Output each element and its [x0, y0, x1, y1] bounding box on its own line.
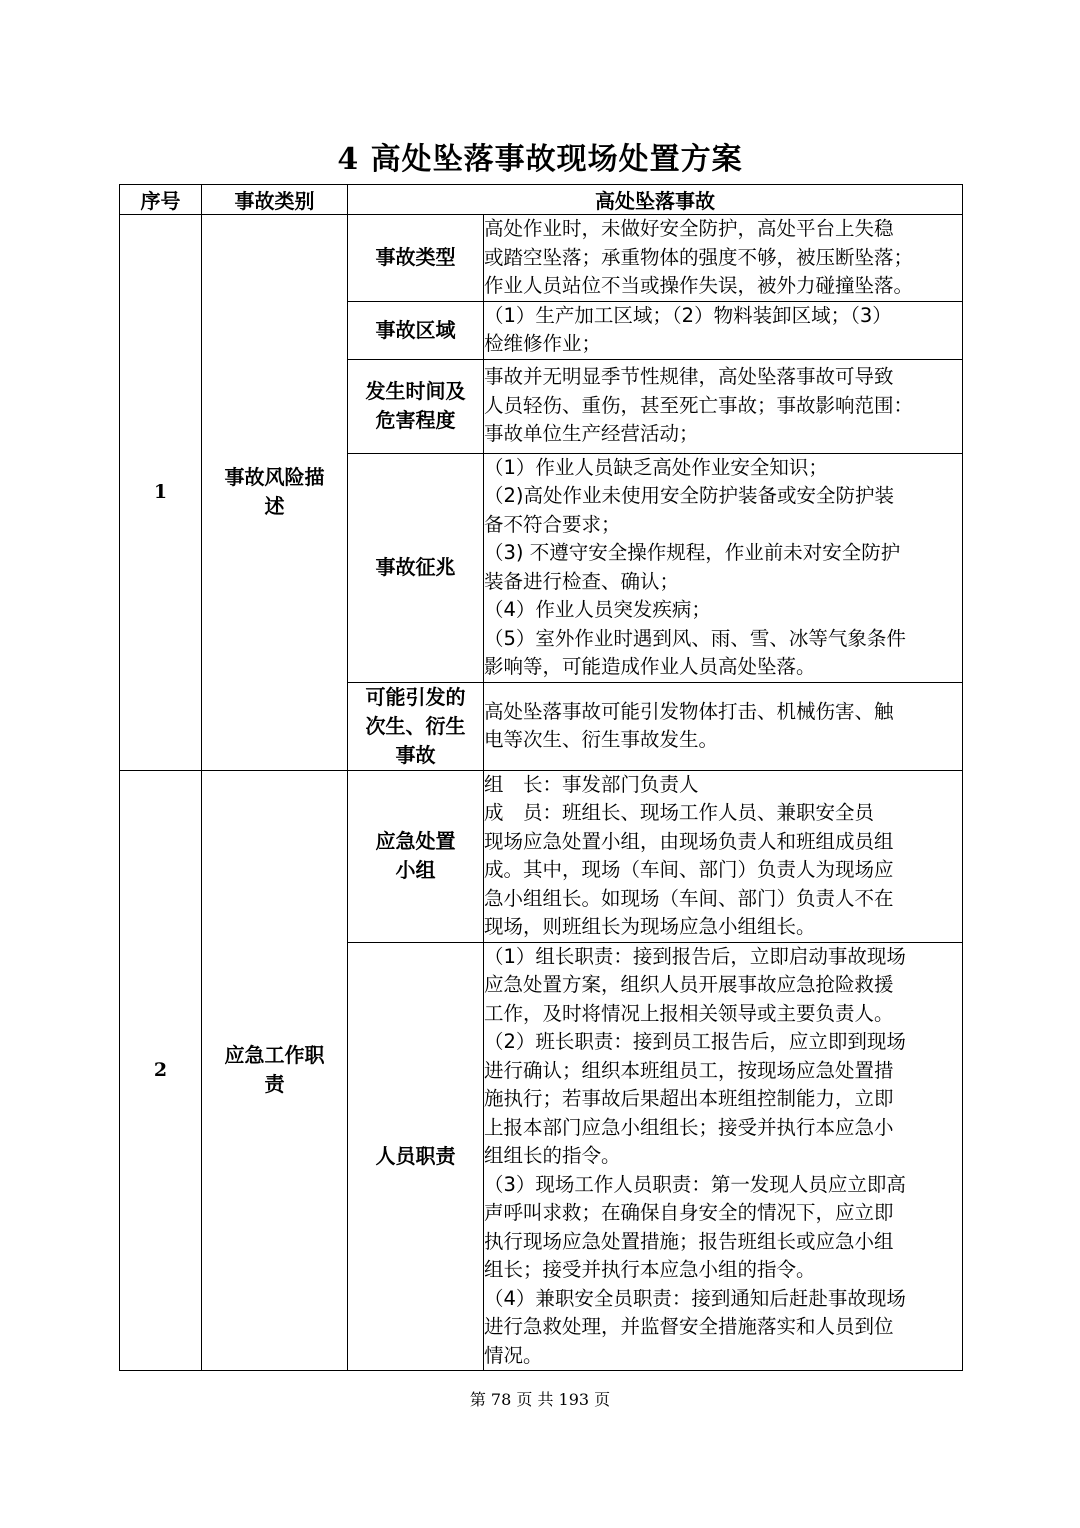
table-row [120, 215, 963, 302]
table-header-row [120, 185, 963, 215]
emergency-plan-table [119, 184, 963, 1371]
group-number: 1 [120, 215, 202, 771]
content-line: 组组长的指令。 [484, 1144, 621, 1167]
content-line: （1）组长职责：接到报告后，立即启动事故现场 [484, 944, 906, 968]
content-line: 现场应急处置小组，由现场负责人和班组成员组 [484, 829, 894, 853]
row-label-line: 事故征兆 [375, 555, 456, 579]
content-line: （4）作业人员突发疾病； [484, 598, 711, 621]
group-category [202, 215, 348, 771]
content-line: （1）作业人员缺乏高处作业安全知识； [484, 455, 828, 479]
row-label-line: 可能引发的 [365, 684, 466, 709]
row-label [348, 942, 484, 1371]
content-line: 备不符合要求； [484, 512, 621, 536]
row-label [348, 359, 484, 453]
content-line: 工作，及时将情况上报相关领导或主要负责人。 [484, 1001, 894, 1025]
group-number: 2 [120, 770, 202, 1371]
row-content [484, 770, 963, 942]
content-line: 情况。 [484, 1343, 543, 1367]
row-label [348, 453, 484, 682]
content-line: （4）兼职安全员职责：接到通知后赶赴事故现场 [484, 1286, 906, 1310]
content-line: 应急处置方案，组织人员开展事故应急抢险救援 [484, 973, 894, 996]
content-line: 进行急救处理，并监督安全措施落实和人员到位 [484, 1315, 894, 1338]
header-category: 事故类别 [202, 185, 348, 215]
row-label-line: 小组 [395, 858, 436, 882]
content-line: （5）室外作业时遇到风、雨、雪、冰等气象条件 [484, 626, 906, 650]
content-line: 成。其中，现场（车间、部门）负责人为现场应 [484, 858, 894, 881]
row-label [348, 301, 484, 359]
row-label [348, 215, 484, 302]
row-label-line: 事故类型 [375, 245, 456, 270]
content-line: 上报本部门应急小组组长；接受并执行本应急小 [484, 1115, 894, 1139]
row-content [484, 682, 963, 770]
row-content [484, 215, 963, 302]
group-category [202, 770, 348, 1371]
content-line: 影响等，可能造成作业人员高处坠落。 [484, 655, 816, 678]
content-line: 现场，则班组长为现场应急小组组长。 [484, 915, 816, 938]
table-row [120, 770, 963, 942]
content-line: 组长；接受并执行本应急小组的指令。 [484, 1258, 816, 1281]
content-line: 组 长：事发部门负责人 [484, 772, 699, 796]
header-accident: 高处坠落事故 [348, 185, 963, 215]
row-label [348, 682, 484, 770]
row-label [348, 770, 484, 942]
content-line: 执行现场应急处置措施；报告班组长或应急小组 [484, 1229, 894, 1253]
row-content [484, 359, 963, 453]
category-line: 应急工作职 [224, 1043, 325, 1068]
content-line: 进行确认；组织本班组员工，按现场应急处置措 [484, 1058, 894, 1082]
content-line: 检维修作业； [484, 332, 602, 355]
content-line: 人员轻伤、重伤，甚至死亡事故；事故影响范围： [484, 393, 914, 417]
content-line: 高处作业时，未做好安全防护，高处平台上失稳 [484, 217, 894, 240]
page-title: 4 高处坠落事故现场处置方案 [337, 142, 743, 177]
content-line: （3) 不遵守安全操作规程，作业前未对安全防护 [484, 541, 901, 564]
content-line: 事故单位生产经营活动； [484, 422, 699, 446]
content-line: 成 员：班组长、现场工作人员、兼职安全员 [484, 801, 875, 824]
content-line: 高处坠落事故可能引发物体打击、机械伤害、触 [484, 699, 894, 723]
content-line: （1）生产加工区域；（2）物料装卸区域；（3） [484, 303, 892, 327]
category-line: 责 [264, 1072, 285, 1097]
row-label-line: 人员职责 [375, 1143, 456, 1168]
row-content [484, 453, 963, 682]
row-content [484, 942, 963, 1371]
content-line: （2）班长职责：接到员工报告后，应立即到现场 [484, 1030, 906, 1053]
content-line: 急小组组长。如现场（车间、部门）负责人不在 [484, 886, 894, 910]
row-label-line: 发生时间及 [365, 379, 466, 403]
content-line: 或踏空坠落；承重物体的强度不够，被压断坠落； [484, 245, 914, 269]
content-line: 事故并无明显季节性规律，高处坠落事故可导致 [484, 365, 894, 389]
content-line: （3）现场工作人员职责：第一发现人员应立即高 [484, 1172, 906, 1196]
page-footer: 第 78 页 共 193 页 [469, 1390, 611, 1409]
content-line: 施执行；若事故后果超出本班组控制能力，立即 [484, 1087, 894, 1110]
content-line: 装备进行检查、确认； [484, 569, 680, 593]
category-line: 述 [264, 494, 285, 519]
row-label-line: 事故区域 [375, 317, 456, 342]
content-line: （2)高处作业未使用安全防护装备或安全防护装 [484, 484, 895, 507]
content-line: 作业人员站位不当或操作失误，被外力碰撞坠落。 [484, 274, 914, 297]
row-label-line: 应急处置 [375, 829, 456, 853]
content-line: 声呼叫求救；在确保自身安全的情况下，应立即 [484, 1201, 894, 1224]
content-line: 电等次生、衍生事故发生。 [484, 728, 719, 751]
row-label-line: 次生、衍生 [365, 713, 466, 738]
row-content [484, 301, 963, 359]
row-label-line: 事故 [395, 742, 436, 767]
header-seq: 序号 [120, 185, 202, 215]
category-line: 事故风险描 [224, 465, 325, 490]
row-label-line: 危害程度 [375, 408, 456, 432]
